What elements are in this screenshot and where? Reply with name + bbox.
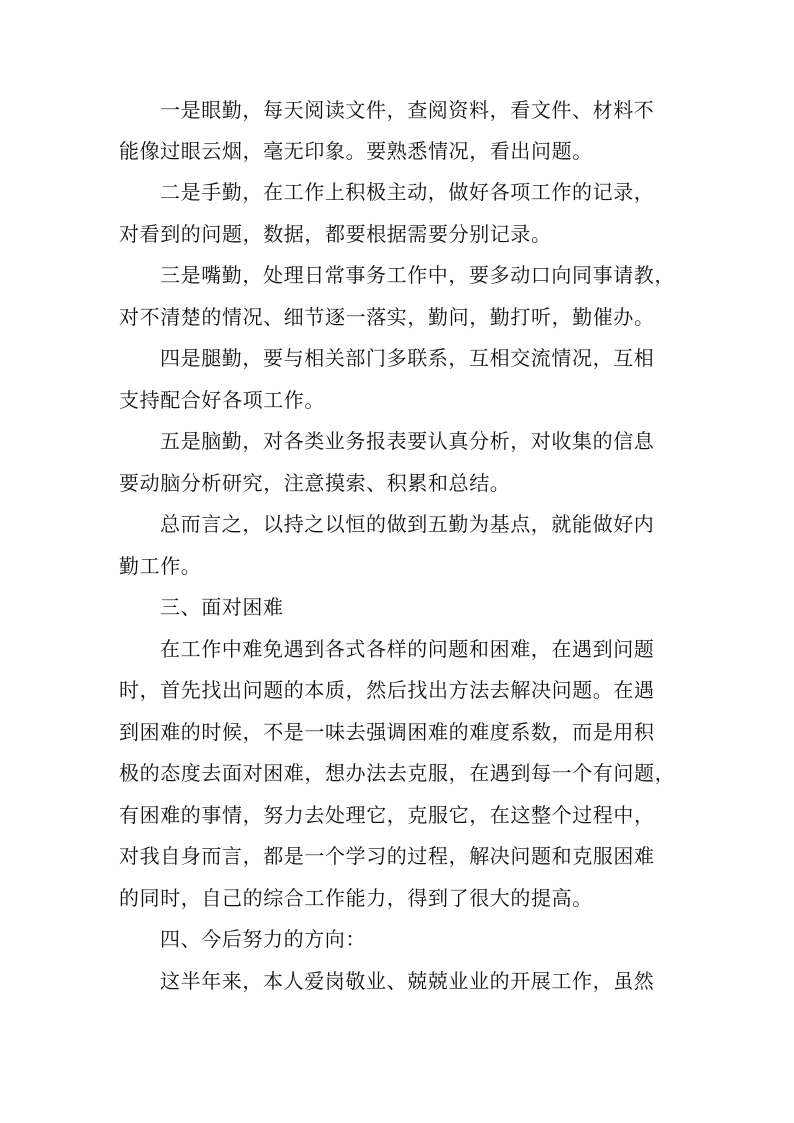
text-line: 极的态度去面对困难，想办法去克服，在遇到每一个有问题， [119, 761, 676, 785]
text-line: 对我自身而言，都是一个学习的过程，解决问题和克服困难 [119, 844, 655, 868]
text-line: 到困难的时候，不是一味去强调困难的难度系数，而是用积 [119, 720, 655, 744]
text-line: 二是手勤，在工作上积极主动，做好各项工作的记录， [160, 180, 655, 204]
text-line: 有困难的事情，努力去处理它，克服它，在这整个过程中， [119, 803, 655, 827]
text-line: 五是脑勤，对各类业务报表要认真分析，对收集的信息 [160, 429, 655, 453]
text-line: 这半年来，本人爱岗敬业、兢兢业业的开展工作，虽然 [160, 969, 655, 993]
text-line: 能像过眼云烟，毫无印象。要熟悉情况，看出问题。 [119, 139, 593, 163]
text-line: 支持配合好各项工作。 [119, 388, 325, 412]
section-heading: 四、今后努力的方向： [160, 927, 366, 951]
text-line: 在工作中难免遇到各式各样的问题和困难，在遇到问题 [160, 637, 655, 661]
text-line: 三是嘴勤，处理日常事务工作中，要多动口向同事请教， [160, 263, 675, 287]
section-heading: 三、面对困难 [160, 595, 284, 619]
text-line: 一是眼勤，每天阅读文件，查阅资料，看文件、材料不 [160, 98, 655, 122]
text-line: 时，首先找出问题的本质，然后找出方法去解决问题。在遇 [119, 678, 655, 702]
text-line: 勤工作。 [119, 554, 202, 578]
text-line: 的同时，自己的综合工作能力，得到了很大的提高。 [119, 886, 593, 910]
text-line: 对不清楚的情况、细节逐一落实，勤问，勤打听，勤催办。 [119, 305, 655, 329]
text-line: 总而言之，以持之以恒的做到五勤为基点，就能做好内 [160, 512, 655, 536]
text-line: 对看到的问题，数据，都要根据需要分别记录。 [119, 222, 552, 246]
text-line: 四是腿勤，要与相关部门多联系，互相交流情况，互相 [160, 346, 655, 370]
text-line: 要动脑分析研究，注意摸索、积累和总结。 [119, 471, 511, 495]
